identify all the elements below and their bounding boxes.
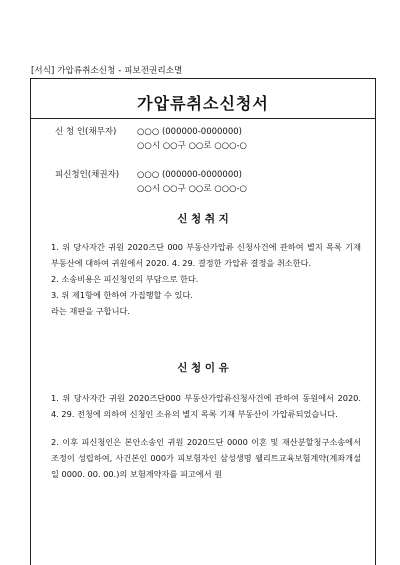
respondent-label: 피신청인(채권자) [55, 170, 120, 180]
form-caption: [서식] 가압류취소신청 - 피보전권리소멸 [31, 66, 183, 76]
reasons-section [51, 390, 361, 482]
respondent-block [55, 168, 247, 196]
applicant-block [55, 125, 247, 153]
document-title: 가압류취소신청서 [137, 94, 269, 113]
reasons-heading: 신 청 이 유 [177, 362, 229, 374]
applicant-label: 신 청 인(채무자) [55, 127, 117, 137]
document-frame [30, 78, 376, 565]
applicant-address: ○○시 ○○구 ○○로 ○○○-○ [137, 141, 247, 151]
purpose-item: 3. 위 제1항에 한하여 가집행할 수 있다. [51, 290, 193, 300]
reason-item: 1. 위 당사자간 귀원 2020즈단000 부동산가압류신청사건에 관하여 동원에서 2020. 4. 29. 전청에 의하여 신청인 소유의 별지 목록 기재 부동산이 가압류되었습니다. [51, 393, 361, 419]
applicant-name: ○○○ (000000-0000000) [137, 127, 242, 137]
reason-item: 2. 이후 피신청인은 본안소송인 귀원 2020드단 0000 이혼 및 재산분할청구소송에서 조정이 성립하여, 사건본인 000가 피보험자인 삼성생명 웰리트교육보험계약(계좌개설일 0000. 00. 00.)의 보험계약자를 피고에서 원 [51, 437, 361, 479]
respondent-address: ○○시 ○○구 ○○로 ○○○-○ [137, 184, 247, 194]
purpose-item: 2. 소송비용은 피신청인의 부담으로 한다. [51, 274, 199, 284]
purpose-item: 라는 재판을 구합니다. [51, 306, 130, 316]
purpose-item: 1. 위 당사자간 귀원 2020즈단 000 부동산가압류 신청사건에 관하여 별지 목록 기재 부동산에 대하여 귀원에서 2020. 4. 29. 결정한 가압류 결정을 취소한다. [51, 242, 361, 268]
title-divider [31, 118, 375, 119]
respondent-name: ○○○ (000000-0000000) [137, 170, 242, 180]
purpose-heading: 신 청 취 지 [177, 213, 229, 225]
purpose-section [51, 239, 361, 319]
